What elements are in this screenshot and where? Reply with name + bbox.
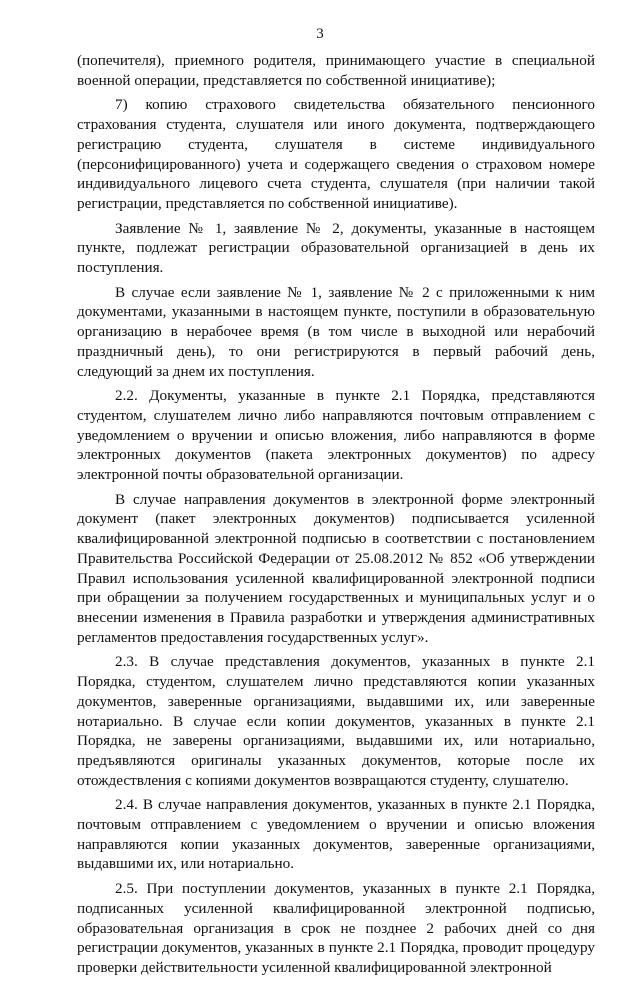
paragraph-item-7-pension-insurance: 7) копию страхового свидетельства обязательного пенсионного страхования студента, слушателя или иного документа, подтверждающего регистрацию студента, слушателя в системе индивидуального (персонифицированного) учета и содержащего сведения о страховом номере индивидуального лицевого счета студента, слушателя (при наличии такой регистрации, представляется по собственной инициативе). — [77, 96, 595, 212]
paragraph-registration: Заявление № 1, заявление № 2, документы, указанные в настоящем пункте, подлежат регистрации образовательной организацией в день их поступления. — [77, 219, 595, 277]
paragraph-2-4: 2.4. В случае направления документов, указанных в пункте 2.1 Порядка, почтовым отправлением с уведомлением о вручении и описью вложения направляются копии указанных документов, заверенные организациями, выдавшими их, или нотариально. — [77, 796, 595, 873]
paragraph-guardian-continuation: (попечителя), приемного родителя, принимающего участие в специальной военной операции, представляется по собственной инициативе); — [77, 52, 595, 89]
paragraph-non-working-time: В случае если заявление № 1, заявление № 2 с приложенными к ним документами, указанными в настоящем пункте, поступили в образовательную организацию в нерабочее время (в том числе в выходной или нерабочий праздничный день), то они регистрируются в первый рабочий день, следующий за днем их поступления. — [77, 283, 595, 380]
page-number: 3 — [316, 26, 324, 42]
paragraph-2-2: 2.2. Документы, указанные в пункте 2.1 Порядка, представляются студентом, слушателем лично либо направляются почтовым отправлением с уведомлением о вручении и описью вложения, либо направляются в форме электронных документов (пакета электронных документов) по адресу электронной почты образовательной организации. — [77, 387, 595, 484]
paragraph-2-3: 2.3. В случае представления документов, указанных в пункте 2.1 Порядка, студентом, слушателем лично представляются копии указанных документов, заверенные организациями, выдавшими их, или заверенные нотариально. В случае если копии документов, указанных в пункте 2.1 Порядка, не заверены организациями, выдавшими их, или нотариально, предъявляются оригиналы указанных документов, которые после их отождествления с копиями документов возвращаются студенту, слушателю. — [77, 653, 595, 789]
document-body — [77, 51, 595, 983]
paragraph-electronic-signature: В случае направления документов в электронной форме электронный документ (пакет электронных документов) подписывается усиленной квалифицированной электронной подписью в соответствии с постановлением Правительства Российской Федерации от 25.08.2012 № 852 «Об утверждении Правил использования усиленной квалифицированной электронной подписи при обращении за получением государственных и муниципальных услуг и о внесении изменения в Правила разработки и утверждения административных регламентов предоставления государственных услуг». — [77, 490, 595, 646]
paragraph-2-5: 2.5. При поступлении документов, указанных в пункте 2.1 Порядка, подписанных усиленной квалифицированной электронной подписью, образовательная организация в срок не позднее 2 рабочих дней со дня регистрации документов, указанных в пункте 2.1 Порядка, проводит процедуру проверки действительности усиленной квалифицированной электронной — [77, 880, 595, 976]
